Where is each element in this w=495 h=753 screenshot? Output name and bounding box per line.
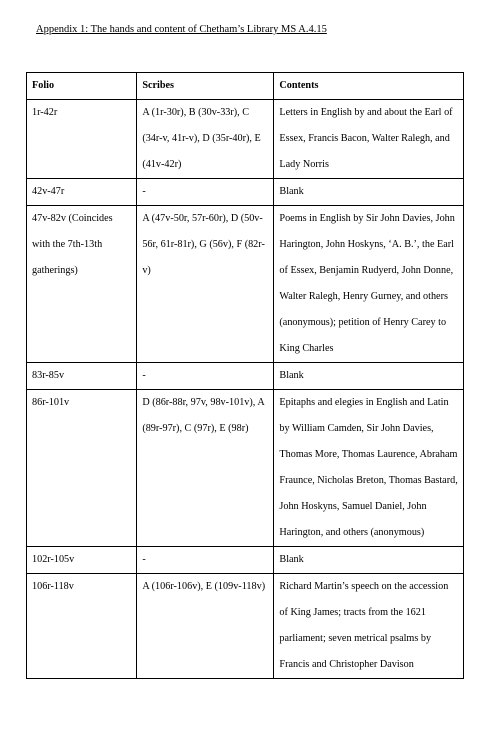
table-row <box>27 390 464 547</box>
folio-cell: 47v-82v (Coincides with the 7th-13th gatherings) <box>27 206 137 363</box>
contents-cell: Blank <box>274 547 464 574</box>
appendix-title: Appendix 1: The hands and content of Chetham’s Library MS A.4.15 <box>36 24 327 35</box>
folio-cell: 102r-105v <box>27 547 137 574</box>
table-row <box>27 179 464 206</box>
contents-cell: Richard Martin’s speech on the accession of King James; tracts from the 1621 parliament; seven metrical psalms by Francis and Christopher Davison <box>274 574 464 679</box>
table-row <box>27 206 464 363</box>
contents-cell: Epitaphs and elegies in English and Latin by William Camden, Sir John Davies, Thomas More, Thomas Laurence, Abraham Fraunce, Nicholas Breton, Thomas Bastard, John Hoskyns, Samuel Daniel, John Harington, and others (anonymous) <box>274 390 464 547</box>
scribes-cell: - <box>137 363 274 390</box>
table-row <box>27 363 464 390</box>
contents-cell: Blank <box>274 363 464 390</box>
scribes-cell: - <box>137 179 274 206</box>
contents-cell: Letters in English by and about the Earl of Essex, Francis Bacon, Walter Ralegh, and Lady Norris <box>274 100 464 179</box>
scribes-column-header: Scribes <box>137 73 274 100</box>
scribes-cell: - <box>137 547 274 574</box>
scribes-cell: A (106r-106v), E (109v-118v) <box>137 574 274 679</box>
folio-cell: 83r-85v <box>27 363 137 390</box>
folio-cell: 86r-101v <box>27 390 137 547</box>
contents-column-header: Contents <box>274 73 464 100</box>
scribes-cell: D (86r-88r, 97v, 98v-101v), A (89r-97r), C (97r), E (98r) <box>137 390 274 547</box>
table-row <box>27 574 464 679</box>
table-header-row <box>27 73 464 100</box>
manuscript-contents-table <box>26 72 464 679</box>
scribes-cell: A (1r-30r), B (30v-33r), C (34r-v, 41r-v), D (35r-40r), E (41v-42r) <box>137 100 274 179</box>
table-row <box>27 547 464 574</box>
table-row <box>27 100 464 179</box>
contents-cell: Blank <box>274 179 464 206</box>
folio-column-header: Folio <box>27 73 137 100</box>
folio-cell: 106r-118v <box>27 574 137 679</box>
folio-cell: 1r-42r <box>27 100 137 179</box>
contents-cell: Poems in English by Sir John Davies, John Harington, John Hoskyns, ‘A. B.’, the Earl of Essex, Benjamin Rudyerd, John Donne, Walter Ralegh, Henry Gurney, and others (anonymous); petition of Henry Carey to King Charles <box>274 206 464 363</box>
scribes-cell: A (47v-50r, 57r-60r), D (50v-56r, 61r-81r), G (56v), F (82r-v) <box>137 206 274 363</box>
folio-cell: 42v-47r <box>27 179 137 206</box>
